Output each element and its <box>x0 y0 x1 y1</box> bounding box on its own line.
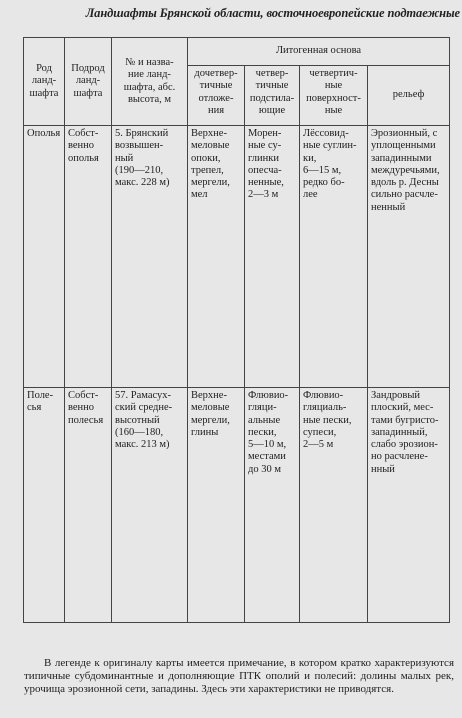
table-row <box>24 388 450 623</box>
header-nomer: № и назва- ние ланд- шафта, абс. высота, м <box>112 38 188 126</box>
cell-dochetv: Верхне- меловые мергели, глины <box>188 388 245 623</box>
cell-podstil: Морен- ные су- глинки опесча- ненные, 2—3 м <box>245 126 300 388</box>
table-title: Ландшафты Брянской области, восточноевропейские подтаежные <box>85 6 460 20</box>
table-row <box>24 126 450 388</box>
header-poverhn: четвертич- ные поверхност- ные <box>300 66 368 126</box>
cell-dochetv: Верхне- меловые опоки, трепел, мергели, мел <box>188 126 245 388</box>
header-podrod: Подрод ланд- шафта <box>65 38 112 126</box>
cell-podrod: Собст- венно ополья <box>65 126 112 388</box>
cell-podstil: Флювио- гляци- альные пески, 5—10 м, местами до 30 м <box>245 388 300 623</box>
cell-nomer: 5. Брянский возвышен- ный (190—210, макс. 228 м) <box>112 126 188 388</box>
header-podstil: четвер- тичные подстила- ющие <box>245 66 300 126</box>
cell-nomer: 57. Рамасух- ский средне- высотный (160—180, макс. 213 м) <box>112 388 188 623</box>
header-row-1 <box>24 38 450 66</box>
header-dochetv: дочетвер- тичные отложе- ния <box>188 66 245 126</box>
header-rod: Род ланд- шафта <box>24 38 65 126</box>
cell-poverhn: Флювио- гляциаль- ные пески, супеси, 2—5 м <box>300 388 368 623</box>
cell-relief: Зандровый плоский, мес- тами бугристо- западинный, слабо эрозион- но расчлене- нный <box>368 388 450 623</box>
cell-poverhn: Лёссовид- ные суглин- ки, 6—15 м, редко бо- лее <box>300 126 368 388</box>
header-litogennaya: Литогенная основа <box>188 38 450 66</box>
footnote-paragraph: В легенде к оригиналу карты имеется примечание, в котором кратко характеризуются типичные субдоминантные и дополняющие ПТК ополий и полесий: долины малых рек, урочища эрозионной сети, западины. Здесь эти характеристики не приводятся. <box>24 657 454 695</box>
cell-relief: Эрозионный, с уплощенными западинными междуречьями, вдоль р. Десны сильно расчле- ненный <box>368 126 450 388</box>
cell-podrod: Собст- венно полесья <box>65 388 112 623</box>
landscape-table <box>23 37 450 623</box>
cell-rod: Ополья <box>24 126 65 388</box>
cell-rod: Поле- сья <box>24 388 65 623</box>
header-relief: рельеф <box>368 66 450 126</box>
